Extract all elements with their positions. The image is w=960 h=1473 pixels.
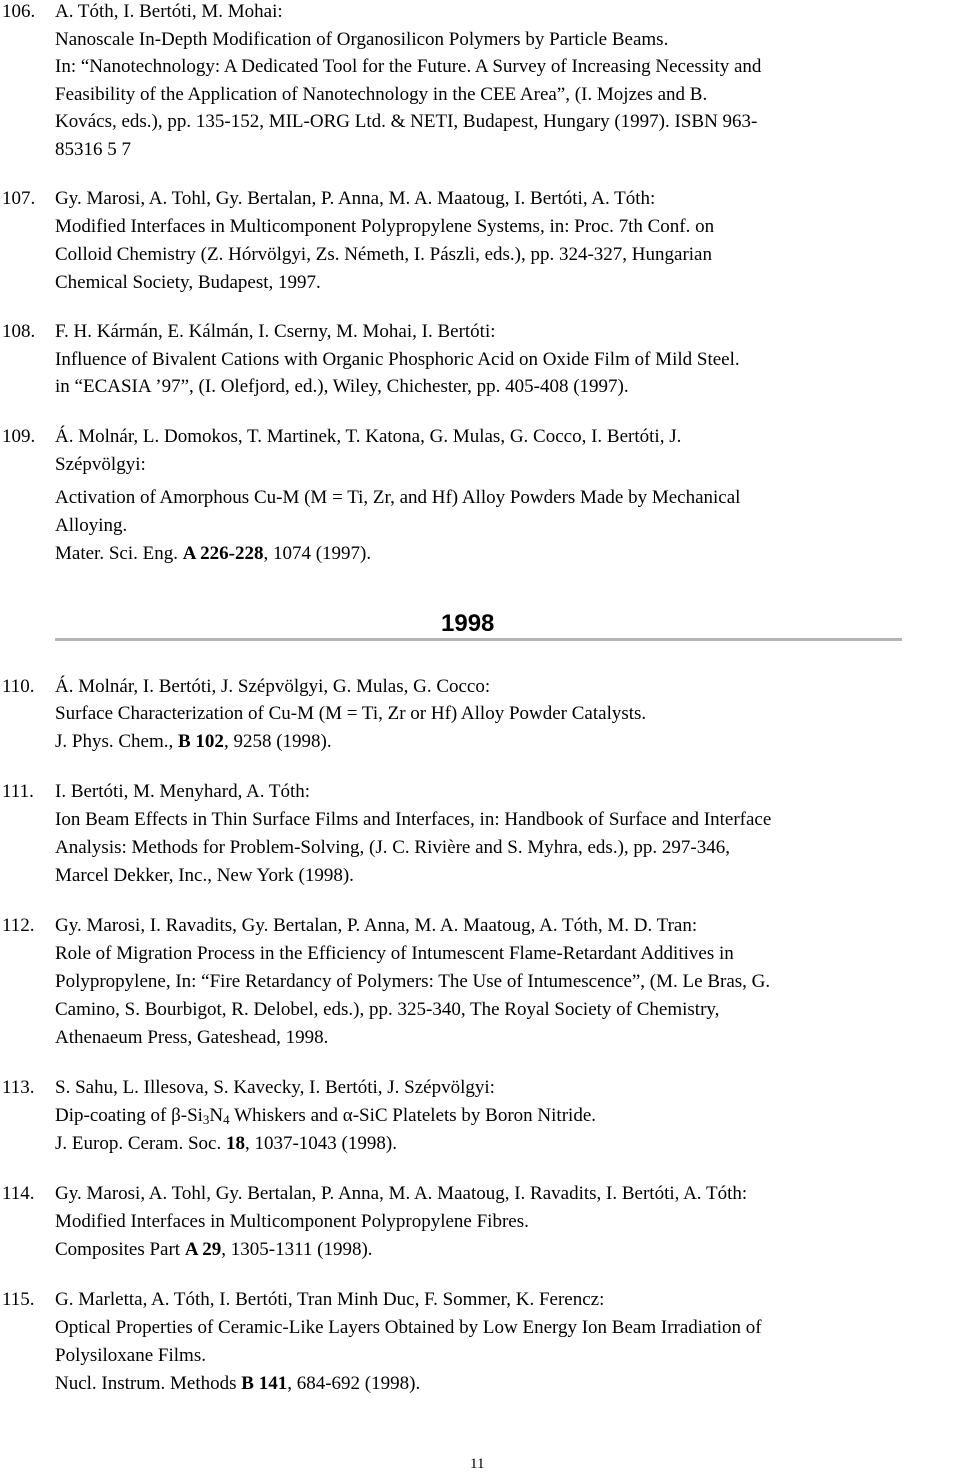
entry-authors: Á. Molnár, L. Domokos, T. Martinek, T. Katona, G. Mulas, G. Cocco, I. Bertóti, J.	[55, 426, 682, 447]
entry-authors: A. Tóth, I. Bertóti, M. Mohai:	[55, 1, 283, 22]
entry-source: Colloid Chemistry (Z. Hórvölgyi, Zs. Németh, I. Pászli, eds.), pp. 324-327, Hungarian	[55, 244, 712, 265]
entry-title: Surface Characterization of Cu-M (M = Ti, Zr or Hf) Alloy Powder Catalysts.	[55, 703, 647, 724]
entry-title: Activation of Amorphous Cu-M (M = Ti, Zr, and Hf) Alloy Powders Made by Mechanical	[55, 487, 741, 508]
entry-source: Athenaeum Press, Gateshead, 1998.	[55, 1027, 329, 1048]
entry-authors: Gy. Marosi, A. Tohl, Gy. Bertalan, P. Anna, M. A. Maatoug, I. Ravadits, I. Bertóti, A. Tóth:	[55, 1183, 748, 1204]
entry-title: Alloying.	[55, 515, 128, 536]
entry-number: 112.	[2, 915, 35, 936]
entry-source: Chemical Society, Budapest, 1997.	[55, 272, 321, 293]
entry-source: Camino, S. Bourbigot, R. Delobel, eds.), pp. 325-340, The Royal Society of Chemistry,	[55, 999, 720, 1020]
entry-source: Feasibility of the Application of Nanotechnology in the CEE Area”, (I. Mojzes and B.	[55, 84, 708, 105]
entry-number: 109.	[2, 426, 36, 447]
entry-number: 110.	[2, 676, 35, 697]
entry-journal: J. Europ. Ceram. Soc. 18, 1037-1043 (1998).	[55, 1133, 397, 1154]
entry-title: Optical Properties of Ceramic-Like Layers Obtained by Low Energy Ion Beam Irradiation of	[55, 1317, 762, 1338]
entry-source: in “ECASIA ’97”, (I. Olefjord, ed.), Wiley, Chichester, pp. 405-408 (1997).	[55, 376, 629, 397]
entry-title: Modified Interfaces in Multicomponent Polypropylene Systems, in: Proc. 7th Conf. on	[55, 216, 715, 237]
entry-title: Polysiloxane Films.	[55, 1345, 206, 1366]
entry-authors: S. Sahu, L. Illesova, S. Kavecky, I. Bertóti, J. Szépvölgyi:	[55, 1077, 495, 1098]
entry-journal: Composites Part A 29, 1305-1311 (1998).	[55, 1239, 373, 1260]
entry-title: Modified Interfaces in Multicomponent Polypropylene Fibres.	[55, 1211, 529, 1232]
entry-number: 106.	[2, 1, 36, 22]
entry-number: 113.	[2, 1077, 35, 1098]
entry-journal: J. Phys. Chem., B 102, 9258 (1998).	[55, 731, 332, 752]
year-heading: 1998	[441, 610, 495, 637]
page-number: 11	[470, 1456, 485, 1472]
entry-authors: Gy. Marosi, A. Tohl, Gy. Bertalan, P. Anna, M. A. Maatoug, I. Bertóti, A. Tóth:	[55, 188, 656, 209]
entry-source: 85316 5 7	[55, 139, 131, 160]
entry-journal: Nucl. Instrum. Methods B 141, 684-692 (1998).	[55, 1373, 421, 1394]
entry-authors: Á. Molnár, I. Bertóti, J. Szépvölgyi, G. Mulas, G. Cocco:	[55, 676, 491, 697]
entry-authors: I. Bertóti, M. Menyhard, A. Tóth:	[55, 781, 311, 802]
entry-title: Dip-coating of $\beta-Si_3N_4$ Whiskers and α-SiC Platelets by Boron Nitride.	[55, 1105, 596, 1127]
entry-title: Influence of Bivalent Cations with Organic Phosphoric Acid on Oxide Film of Mild Steel.	[55, 349, 740, 370]
entry-title: Role of Migration Process in the Efficiency of Intumescent Flame-Retardant Additives in	[55, 943, 734, 964]
entry-title: Nanoscale In-Depth Modification of Organosilicon Polymers by Particle Beams.	[55, 29, 669, 50]
entry-source: Kovács, eds.), pp. 135-152, MIL-ORG Ltd. & NETI, Budapest, Hungary (1997). ISBN 963-	[55, 111, 758, 132]
entry-authors: Gy. Marosi, I. Ravadits, Gy. Bertalan, P. Anna, M. A. Maatoug, A. Tóth, M. D. Tran:	[55, 915, 698, 936]
entry-title: Ion Beam Effects in Thin Surface Films and Interfaces, in: Handbook of Surface and Interface	[55, 809, 772, 830]
entry-authors: G. Marletta, A. Tóth, I. Bertóti, Tran Minh Duc, F. Sommer, K. Ferencz:	[55, 1289, 605, 1310]
entry-source: In: “Nanotechnology: A Dedicated Tool for the Future. A Survey of Increasing Necessity and	[55, 56, 762, 77]
entry-number: 111.	[2, 781, 34, 802]
entry-source: Marcel Dekker, Inc., New York (1998).	[55, 865, 354, 886]
section-divider	[55, 638, 902, 641]
entry-number: 114.	[2, 1183, 35, 1204]
entry-number: 115.	[2, 1289, 35, 1310]
entry-number: 108.	[2, 321, 36, 342]
entry-authors: F. H. Kármán, E. Kálmán, I. Cserny, M. Mohai, I. Bertóti:	[55, 321, 496, 342]
entry-source: Polypropylene, In: “Fire Retardancy of Polymers: The Use of Intumescence”, (M. Le Bras, G.	[55, 971, 771, 992]
entry-authors: Szépvölgyi:	[55, 454, 146, 475]
entry-source: Analysis: Methods for Problem-Solving, (J. C. Rivière and S. Myhra, eds.), pp. 297-346,	[55, 837, 730, 858]
entry-journal: Mater. Sci. Eng. A 226-228, 1074 (1997).	[55, 543, 372, 564]
entry-number: 107.	[2, 188, 36, 209]
